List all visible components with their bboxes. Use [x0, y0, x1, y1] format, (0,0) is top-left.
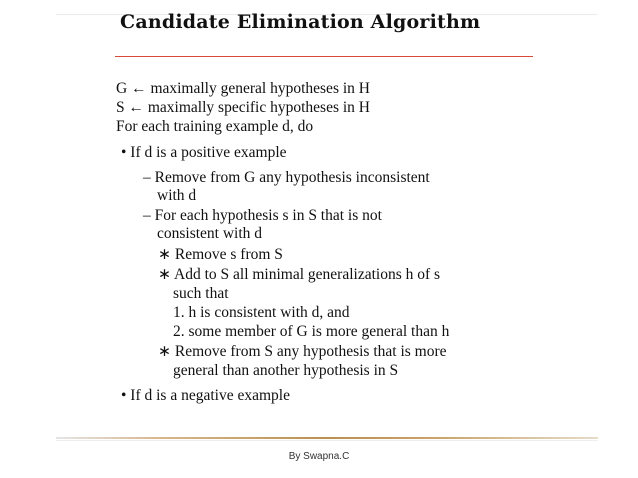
line-if-negative: • If d is a negative example	[121, 387, 290, 404]
line-for-each-hypothesis: – For each hypothesis s in S that is not	[143, 207, 382, 224]
bottom-rule	[56, 437, 598, 439]
footer-credit: By Swapna.C	[288, 451, 350, 462]
bottom-rule-shadow	[56, 440, 598, 441]
line-with-d: with d	[157, 187, 197, 204]
line-remove-from-s: ∗ Remove from S any hypothesis that is more	[158, 343, 447, 360]
slide-title: Candidate Elimination Algorithm	[120, 11, 481, 33]
line-if-positive: • If d is a positive example	[121, 144, 287, 161]
line-condition-1: 1. h is consistent with d, and	[173, 304, 350, 321]
line-remove-s: ∗ Remove s from S	[158, 246, 283, 263]
line-s-init: S ← maximally specific hypotheses in H	[116, 99, 370, 116]
line-for-each: For each training example d, do	[116, 118, 314, 135]
line-g-init: G ← maximally general hypotheses in H	[116, 80, 370, 97]
line-consistent-with-d: consistent with d	[157, 225, 263, 242]
line-such-that: such that	[173, 285, 229, 302]
line-add-to-s: ∗ Add to S all minimal generalizations h of s	[158, 266, 441, 283]
line-remove-from-g: – Remove from G any hypothesis inconsistent	[143, 169, 430, 186]
line-general-than: general than another hypothesis in S	[173, 362, 399, 379]
line-condition-2: 2. some member of G is more general than h	[173, 323, 450, 340]
